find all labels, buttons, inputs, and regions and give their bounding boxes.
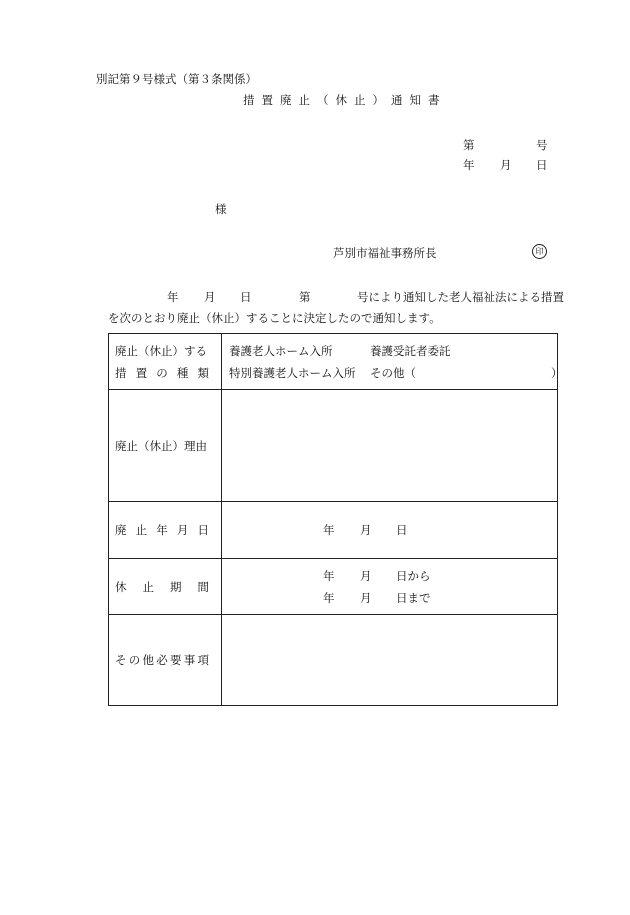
seal-icon (532, 244, 547, 259)
label-char: 止 (142, 579, 154, 594)
measure-type-label-line1: 廃止（休止）する (115, 343, 207, 358)
label-char: 置 (135, 365, 148, 380)
label-char: 休 (115, 579, 127, 594)
table-row (109, 390, 558, 502)
other-matters-value (222, 615, 558, 706)
label-char: 年 (156, 523, 168, 537)
to-month: 月 (360, 590, 372, 605)
body-year: 年 (167, 290, 179, 304)
option-other: その他（ (370, 365, 416, 380)
option-special-nursing-home: 特別養護老人ホーム入所 (229, 365, 356, 380)
abolition-date-value (222, 502, 558, 559)
from-month: 月 (360, 568, 372, 583)
label-char: 止 (135, 523, 148, 537)
measure-form-table (108, 333, 563, 706)
doc-date-day: 日 (536, 158, 548, 172)
label-char: の (128, 653, 141, 667)
option-other-close: ） (551, 365, 563, 380)
suspension-period-value (222, 559, 558, 615)
table-row (109, 615, 558, 706)
suspension-period-label (109, 559, 222, 615)
doc-date-year: 年 (463, 158, 475, 172)
doc-number-prefix: 第 (463, 138, 475, 152)
doc-number-suffix: 号 (536, 138, 548, 152)
label-char: 間 (197, 579, 209, 594)
label-char: そ (115, 653, 127, 667)
label-char: 廃 (115, 523, 127, 537)
label-char: 必 (156, 653, 168, 667)
label-char: 期 (170, 579, 182, 594)
body-day: 日 (240, 290, 252, 304)
body-line2: を次のとおり廃止（休止）することに決定したので通知します。 (108, 311, 441, 325)
label-char: 要 (170, 653, 182, 667)
document-title: 措置廃止（休止）通知書 (243, 93, 447, 107)
date-month: 月 (360, 523, 372, 537)
reason-value (222, 390, 558, 502)
body-month: 月 (204, 290, 216, 304)
label-char: 措 (115, 365, 127, 380)
other-matters-label (109, 615, 222, 706)
label-char: 月 (176, 523, 189, 537)
to-day: 日まで (396, 590, 431, 605)
doc-date-month: 月 (500, 158, 512, 172)
label-char: 事 (183, 653, 196, 667)
seal-mark: 印 (535, 247, 544, 256)
to-year: 年 (323, 590, 335, 605)
label-char: 種 (176, 365, 189, 380)
table-row (109, 334, 558, 390)
label-char: 他 (142, 653, 154, 667)
sender-name: 芦別市福祉事務所長 (333, 246, 437, 260)
from-day: 日から (396, 568, 431, 583)
addressee-suffix: 様 (215, 202, 227, 216)
table-row (109, 502, 558, 559)
body-line1: 号により通知した老人福祉法による措置 (357, 290, 564, 304)
date-year: 年 (323, 523, 335, 537)
date-day: 日 (396, 523, 408, 537)
from-year: 年 (323, 568, 335, 583)
label-char: 日 (197, 523, 209, 537)
option-foster-care: 養護受託者委託 (370, 343, 451, 358)
measure-type-options (222, 334, 563, 390)
reason-label: 廃止（休止）理由 (109, 390, 222, 502)
measure-type-label (109, 334, 222, 390)
body-no: 第 (299, 290, 311, 304)
option-nursing-home: 養護老人ホーム入所 (229, 343, 333, 358)
form-label: 別記第９号様式（第３条関係） (96, 72, 257, 86)
abolition-date-label (109, 502, 222, 559)
label-char: 類 (197, 365, 209, 380)
label-char: 項 (197, 653, 209, 667)
label-char: の (156, 365, 168, 380)
measure-type-label-line2 (115, 362, 209, 384)
table-row (109, 559, 558, 615)
